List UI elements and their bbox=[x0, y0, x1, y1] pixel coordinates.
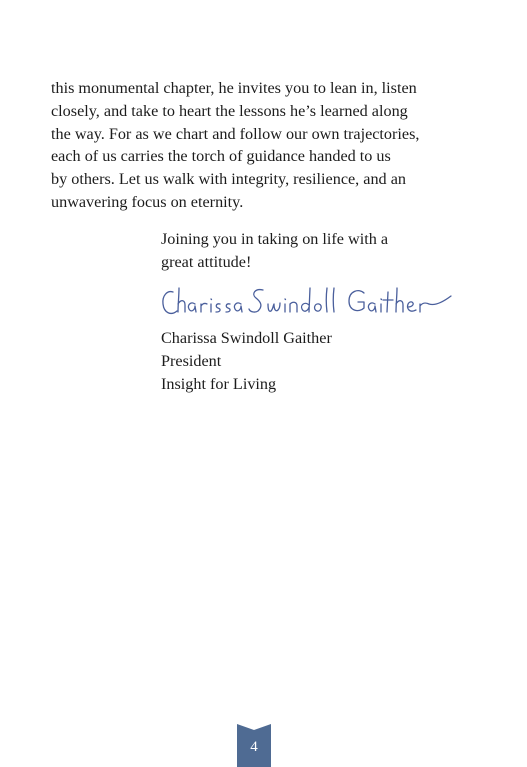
signer-organization: Insight for Living bbox=[161, 374, 277, 393]
page-number: 4 bbox=[250, 739, 258, 755]
closing-line: great attitude! bbox=[161, 252, 252, 271]
body-line: by others. Let us walk with integrity, resilience, and an bbox=[51, 170, 406, 189]
handwritten-signature bbox=[159, 280, 459, 324]
body-paragraph bbox=[51, 77, 471, 214]
signer-block bbox=[161, 327, 481, 395]
body-line: unwavering focus on eternity. bbox=[51, 192, 244, 211]
body-line: each of us carries the torch of guidance handed to us bbox=[51, 147, 391, 166]
closing-line: Joining you in taking on life with a bbox=[161, 230, 389, 248]
signer-name: Charissa Swindoll Gaither bbox=[161, 329, 332, 347]
closing-remark bbox=[161, 228, 481, 274]
body-line: this monumental chapter, he invites you to lean in, listen bbox=[51, 79, 417, 97]
page-number-tab bbox=[237, 724, 271, 767]
signer-title: President bbox=[161, 351, 222, 370]
signature-drawing bbox=[159, 280, 459, 324]
body-line: closely, and take to heart the lessons he’s learned along bbox=[51, 101, 408, 120]
body-line: the way. For as we chart and follow our own trajectories, bbox=[51, 124, 420, 143]
